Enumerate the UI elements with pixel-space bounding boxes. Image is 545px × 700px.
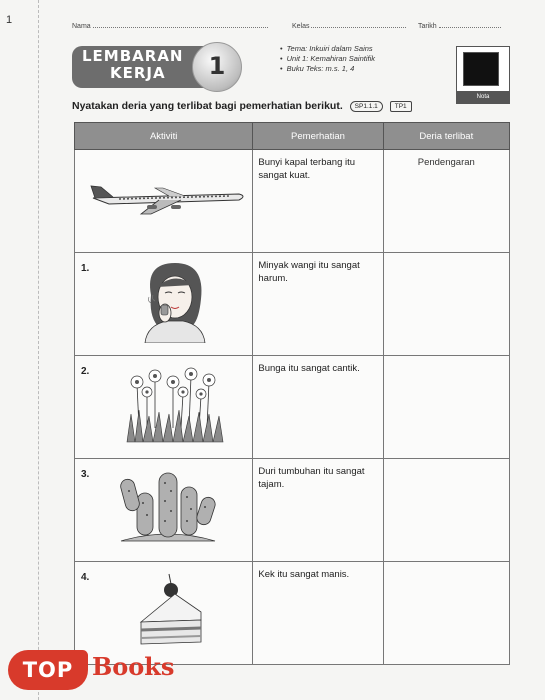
header-pemerhatian: Pemerhatian xyxy=(253,123,383,150)
class-label: Kelas xyxy=(292,23,310,30)
worksheet-meta xyxy=(280,44,375,74)
cactus-icon xyxy=(113,467,223,547)
row-number: 2. xyxy=(81,366,90,377)
tp-tag: TP1 xyxy=(390,101,412,112)
observation-cell: Bunyi kapal terbang itu sangat kuat. xyxy=(253,150,383,253)
activity-cell xyxy=(75,459,253,562)
woman-smelling-perfume-icon xyxy=(135,259,215,343)
sp-tag: SP1.1.1 xyxy=(350,101,383,112)
observation-table xyxy=(74,122,510,665)
class-field[interactable] xyxy=(292,20,406,30)
qr-code-icon xyxy=(463,52,499,86)
row-number: 1. xyxy=(81,263,90,274)
sense-cell[interactable] xyxy=(383,459,509,562)
sense-cell[interactable] xyxy=(383,356,509,459)
table-header-row xyxy=(75,123,510,150)
worksheet-banner xyxy=(72,42,242,88)
instruction xyxy=(72,100,412,112)
table-row xyxy=(75,459,510,562)
airplane-icon xyxy=(89,178,249,218)
header-aktiviti: Aktiviti xyxy=(75,123,253,150)
topbooks-logo xyxy=(8,646,180,692)
nota-qr-box[interactable] xyxy=(456,46,510,104)
table-row xyxy=(75,150,510,253)
activity-cell xyxy=(75,150,253,253)
sense-cell[interactable] xyxy=(383,253,509,356)
observation-cell: Minyak wangi itu sangat harum. xyxy=(253,253,383,356)
date-label: Tarikh xyxy=(418,23,437,30)
logo-top: TOP xyxy=(8,650,88,690)
meta-unit: • Unit 1: Kemahiran Saintifik xyxy=(280,54,375,64)
meta-buku: • Buku Teks: m.s. 1, 4 xyxy=(280,64,375,74)
flowers-icon xyxy=(125,362,225,444)
nota-label: Nota xyxy=(457,91,509,103)
row-number: 3. xyxy=(81,469,90,480)
activity-cell xyxy=(75,253,253,356)
activity-cell xyxy=(75,356,253,459)
page-number: 1 xyxy=(6,14,13,26)
row-number: 4. xyxy=(81,572,90,583)
instruction-text: Nyatakan deria yang terlibat bagi pemerhatian berikut. xyxy=(72,100,343,112)
cake-slice-icon xyxy=(135,572,207,646)
name-field[interactable] xyxy=(72,20,268,30)
worksheet-number-badge xyxy=(192,42,242,92)
logo-books: Books xyxy=(92,652,175,681)
table-row xyxy=(75,356,510,459)
observation-cell: Bunga itu sangat cantik. xyxy=(253,356,383,459)
observation-cell: Duri tumbuhan itu sangat tajam. xyxy=(253,459,383,562)
banner-line1: LEMBARAN xyxy=(82,47,184,65)
date-field[interactable] xyxy=(418,20,501,30)
header-deria: Deria terlibat xyxy=(383,123,509,150)
name-label: Nama xyxy=(72,23,91,30)
meta-tema: • Tema: Inkuiri dalam Sains xyxy=(280,44,375,54)
worksheet-number: 1 xyxy=(208,52,226,80)
sense-cell[interactable] xyxy=(383,562,509,665)
sense-cell: Pendengaran xyxy=(383,150,509,253)
observation-cell: Kek itu sangat manis. xyxy=(253,562,383,665)
margin-line xyxy=(38,0,39,700)
table-row xyxy=(75,253,510,356)
banner-line2: KERJA xyxy=(110,64,166,82)
